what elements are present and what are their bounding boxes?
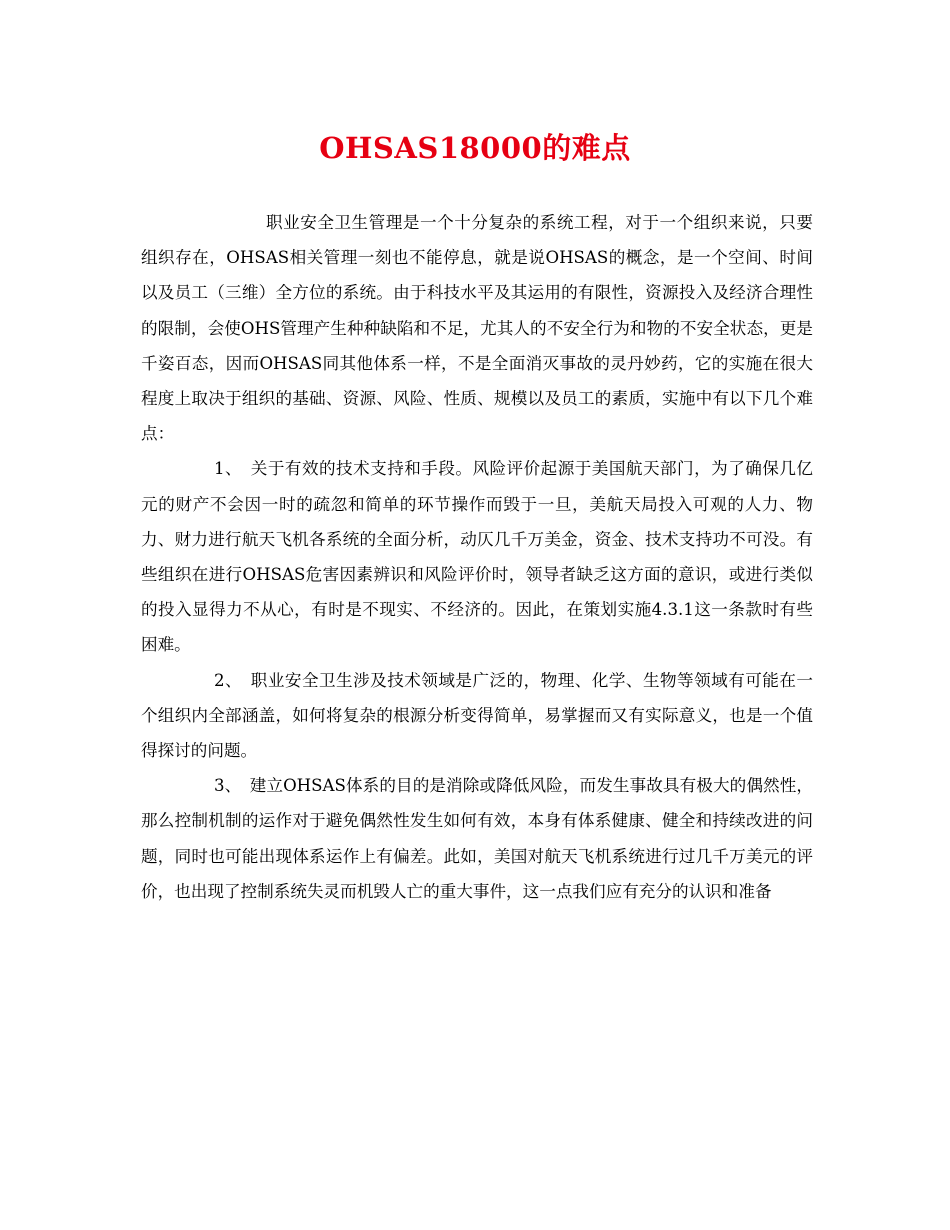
intro-paragraph: 职业安全卫生管理是一个十分复杂的系统工程，对于一个组织来说，只要组织存在，OHSAS相关管理一刻也不能停息，就是说OHSAS的概念，是一个空间、时间以及员工（三维）全方位的系统。由于科技水平及其运用的有限性，资源投入及经济合理性的限制，会使OHS管理产生种种缺陷和不足，尤其人的不安全行为和物的不安全状态，更是千姿百态，因而OHSAS同其他体系一样，不是全面消灭事故的灵丹妙药，它的实施在很大程度上取决于组织的基础、资源、风险、性质、规模以及员工的素质，实施中有以下几个难点： <box>141 213 813 444</box>
difficulty-item-1: 1、 关于有效的技术支持和手段。风险评价起源于美国航天部门，为了确保几亿元的财产不会因一时的疏忽和简单的环节操作而毁于一旦，美航天局投入可观的人力、物力、财力进行航天飞机各系统的全面分析，动仄几千万美金，资金、技术支持功不可没。有些组织在进行OHSAS危害因素辨识和风险评价时，领导者缺乏这方面的意识，或进行类似的投入显得力不从心，有时是不现实、不经济的。因此，在策划实施4.3.1这一条款时有些困难。 <box>141 459 813 655</box>
difficulty-item-3: 3、 建立OHSAS体系的目的是消除或降低风险，而发生事故具有极大的偶然性，那么控制机制的运作对于避免偶然性发生如何有效，本身有体系健康、健全和持续改进的问题，同时也可能出现体系运作上有偏差。此如，美国对航天飞机系统进行过几千万美元的评价，也出现了控制系统失灵而机毁人亡的重大事件，这一点我们应有充分的认识和准备 <box>141 776 813 901</box>
difficulty-item-2: 2、 职业安全卫生涉及技术领域是广泛的，物理、化学、生物等领域有可能在一个组织内全部涵盖，如何将复杂的根源分析变得简单，易掌握而又有实际意义，也是一个值得探讨的问题。 <box>141 670 813 761</box>
document-body <box>141 205 813 909</box>
document-title: OHSAS18000的难点 <box>319 131 631 165</box>
